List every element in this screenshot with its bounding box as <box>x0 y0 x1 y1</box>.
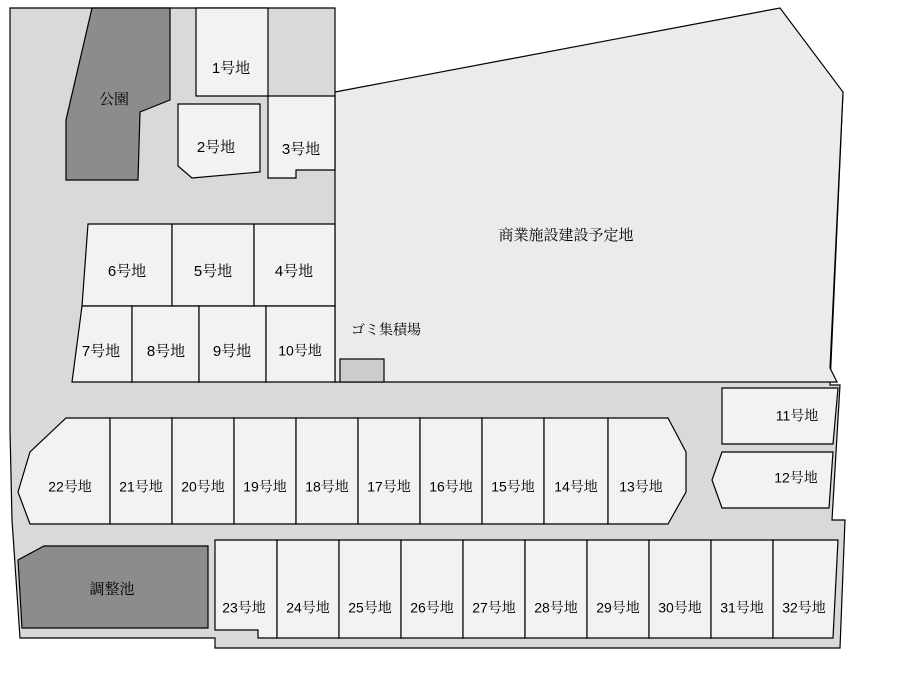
lot-32-label: 32号地 <box>782 599 826 616</box>
lot-24[interactable] <box>277 540 339 638</box>
lot-23[interactable] <box>215 540 277 638</box>
lot-9-label: 9号地 <box>212 342 252 360</box>
lot-16[interactable] <box>420 418 482 524</box>
lot-17[interactable] <box>358 418 420 524</box>
lot-8-label: 8号地 <box>146 342 186 360</box>
lot-18[interactable] <box>296 418 358 524</box>
lot-26[interactable] <box>401 540 463 638</box>
lot-14-label: 14号地 <box>554 478 598 495</box>
lot-21-label: 21号地 <box>119 478 163 495</box>
lot-15[interactable] <box>482 418 544 524</box>
lot-16-label: 16号地 <box>429 478 473 495</box>
lot-12-label: 12号地 <box>774 469 818 486</box>
area-park-label: 公園 <box>98 90 130 108</box>
lot-7[interactable] <box>72 306 132 382</box>
lot-10[interactable] <box>266 306 335 382</box>
lot-4-label: 4号地 <box>274 262 314 280</box>
lot-31-label: 31号地 <box>720 599 764 616</box>
lot-27[interactable] <box>463 540 525 638</box>
lot-11-label: 11号地 <box>775 407 819 424</box>
lot-29-label: 29号地 <box>596 599 640 616</box>
area-retention-pond[interactable] <box>18 546 208 628</box>
lot-30[interactable] <box>649 540 711 638</box>
lot-6[interactable] <box>82 224 172 306</box>
area-trash-collection-point-label: ゴミ集積場 <box>351 321 421 338</box>
lot-1-label: 1号地 <box>211 59 251 77</box>
lot-28[interactable] <box>525 540 587 638</box>
lot-2-label: 2号地 <box>196 138 236 156</box>
lot-3[interactable] <box>268 96 335 178</box>
lot-29[interactable] <box>587 540 649 638</box>
lot-22-label: 22号地 <box>48 478 92 495</box>
lot-15-label: 15号地 <box>491 478 535 495</box>
lot-25[interactable] <box>339 540 401 638</box>
area-retention-pond-label: 調整池 <box>89 580 135 598</box>
lot-14[interactable] <box>544 418 608 524</box>
lot-6-label: 6号地 <box>107 262 147 280</box>
lot-11[interactable] <box>722 388 838 444</box>
lot-5-label: 5号地 <box>193 262 233 280</box>
lot-31[interactable] <box>711 540 773 638</box>
lot-13-label: 13号地 <box>619 478 663 495</box>
lot-12[interactable] <box>712 452 833 508</box>
lot-27-label: 27号地 <box>472 599 516 616</box>
lot-19-label: 19号地 <box>243 478 287 495</box>
lot-26-label: 26号地 <box>410 599 454 616</box>
lot-10-label: 10号地 <box>278 342 322 359</box>
lot-18-label: 18号地 <box>305 478 349 495</box>
lot-7-label: 7号地 <box>81 342 121 360</box>
area-commercial-site-label: 商業施設建設予定地 <box>498 226 634 244</box>
lot-4[interactable] <box>254 224 335 306</box>
lot-20[interactable] <box>172 418 234 524</box>
lot-2[interactable] <box>178 104 260 178</box>
lot-3-label: 3号地 <box>281 140 321 158</box>
lot-8[interactable] <box>132 306 199 382</box>
lot-20-label: 20号地 <box>181 478 225 495</box>
lot-24-label: 24号地 <box>286 599 330 616</box>
lot-13[interactable] <box>608 418 686 524</box>
lot-23-label: 23号地 <box>222 599 266 616</box>
lot-25-label: 25号地 <box>348 599 392 616</box>
lot-5[interactable] <box>172 224 254 306</box>
lot-30-label: 30号地 <box>658 599 702 616</box>
lot-9[interactable] <box>199 306 266 382</box>
lot-21[interactable] <box>110 418 172 524</box>
lot-17-label: 17号地 <box>367 478 411 495</box>
lot-28-label: 28号地 <box>534 599 578 616</box>
lot-1[interactable] <box>196 8 268 96</box>
lot-19[interactable] <box>234 418 296 524</box>
lot-32[interactable] <box>773 540 838 638</box>
